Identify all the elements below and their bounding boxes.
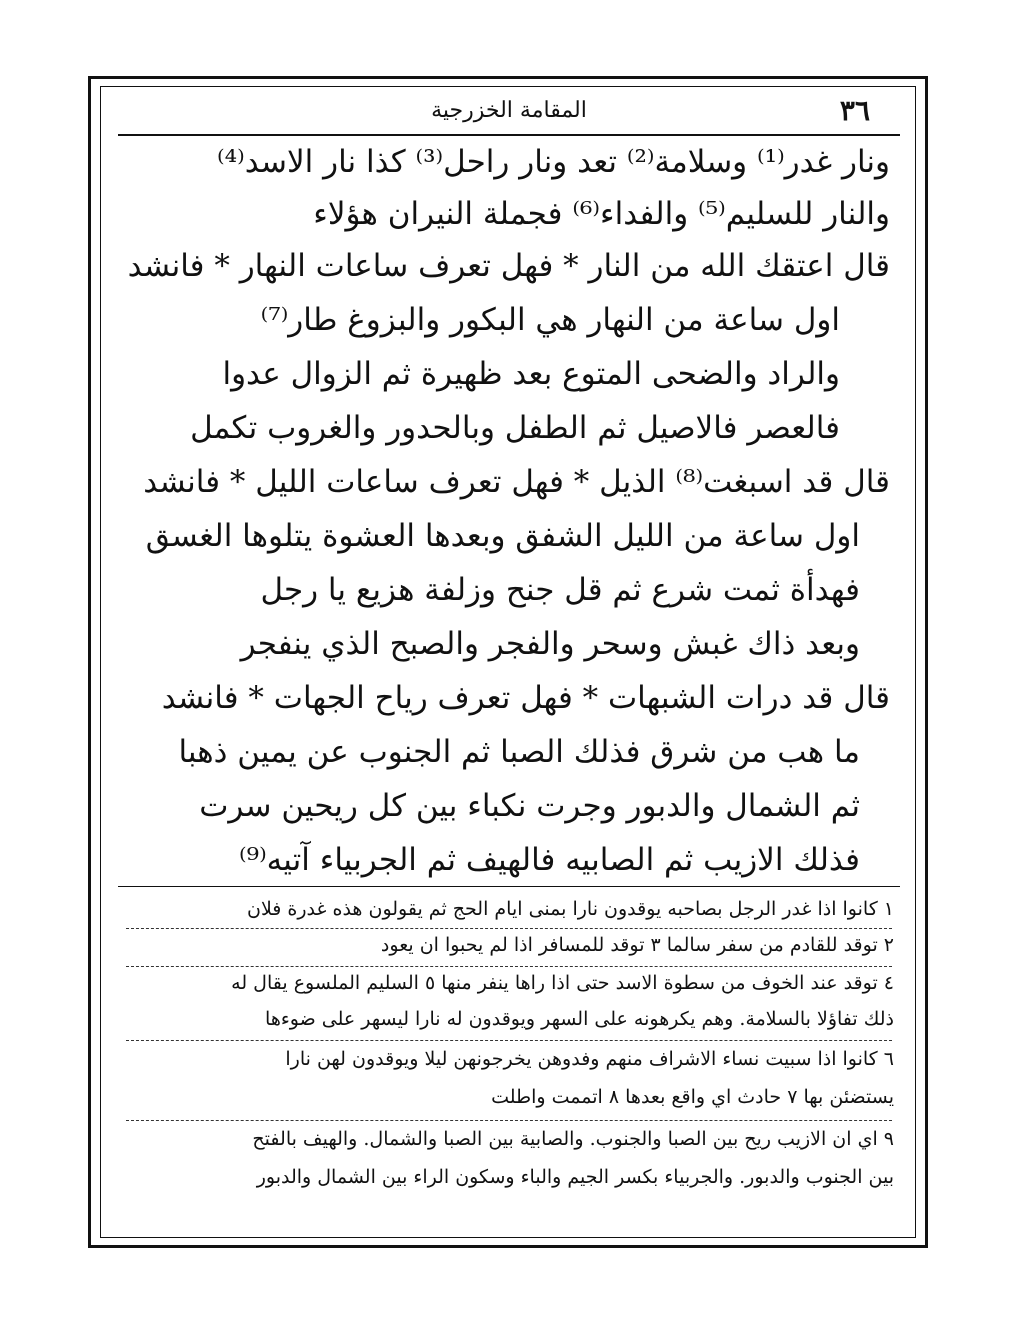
verse-line-5: فهدأة ثمت شرع ثم قل جنح وزلفة هزيع يا رجل (260, 572, 860, 608)
prose-line-2: قال قد اسبغت⁽⁸⁾ الذيل * فهل تعرف ساعات الليل * فانشد (143, 464, 890, 500)
footnote-line-3: ٤ توقد عند الخوف من سطوة الاسد حتى اذا راها ينفر منها ٥ السليم الملسوع يقال له (231, 972, 894, 994)
header-rule (118, 134, 900, 136)
verse-line-8: ثم الشمال والدبور وجرت نكباء بين كل ريحين سرت (199, 788, 860, 824)
verse-line-2: والراد والضحى المتوع بعد ظهيرة ثم الزوال عدوا (222, 356, 840, 392)
footnote-line-4: ذلك تفاؤلا بالسلامة. وهم يكرهونه على السهر ويوقدون له نارا ليسهر على ضوءها (265, 1008, 894, 1030)
verse-line-4: اول ساعة من الليل الشفق وبعدها العشوة يتلوها الغسق (145, 518, 860, 554)
page-header (118, 92, 900, 132)
page-number: ٣٦ (839, 94, 870, 127)
footnote-line-1: ١ كانوا اذا غدر الرجل بصاحبه يوقدون نارا بمنى ايام الحج ثم يقولون هذه غدرة فلان (247, 898, 894, 920)
prose-line-3: قال قد درات الشبهات * فهل تعرف رياح الجهات * فانشد (161, 680, 890, 716)
footnote-line-7: ٩ اي ان الازيب ريح بين الصبا والجنوب. والصابية بين الصبا والشمال. والهيف بالفتح (252, 1128, 894, 1150)
footnote-line-6: يستضئن بها ٧ حادث اي واقع بعدها ٨ اتممت واطلت (491, 1086, 894, 1108)
footnote-divider (126, 966, 892, 967)
footnote-divider (126, 1040, 892, 1041)
footnote-rule (118, 886, 900, 887)
verse-line-7: ما هب من شرق فذلك الصبا ثم الجنوب عن يمين ذهبا (178, 734, 860, 770)
footnote-divider (126, 1120, 892, 1121)
footnote-divider (126, 928, 892, 929)
verse-line-6: وبعد ذاك غبش وسحر والفجر والصبح الذي ينفجر (240, 626, 860, 662)
footnote-line-2: ٢ توقد للقادم من سفر سالما ٣ توقد للمسافر اذا لم يحبوا ان يعود (380, 934, 894, 956)
verse-line-9: فذلك الازيب ثم الصابيه فالهيف ثم الجربياء آتيه⁽⁹⁾ (239, 842, 860, 878)
footnote-line-8: بين الجنوب والدبور. والجربياء بكسر الجيم والباء وسكون الراء بين الشمال والدبور (256, 1166, 894, 1188)
text-line-1: ونار غدر⁽¹⁾ وسلامة⁽²⁾ تعد ونار راحل⁽³⁾ كذا نار الاسد⁽⁴⁾ (217, 144, 890, 180)
prose-line-1: قال اعتقك الله من النار * فهل تعرف ساعات النهار * فانشد (127, 248, 890, 284)
verse-line-3: فالعصر فالاصيل ثم الطفل وبالحدور والغروب تكمل (190, 410, 840, 446)
running-title: المقامة الخزرجية (431, 98, 587, 123)
verse-line-1: اول ساعة من النهار هي البكور والبزوغ طار⁽⁷⁾ (260, 302, 840, 338)
text-line-2: والنار للسليم⁽⁵⁾ والفداء⁽⁶⁾ فجملة النيران هؤلاء (313, 196, 890, 232)
footnote-line-5: ٦ كانوا اذا سبيت نساء الاشراف منهم وفدوهن يخرجونهن ليلا ويوقدون لهن نارا (285, 1048, 894, 1070)
